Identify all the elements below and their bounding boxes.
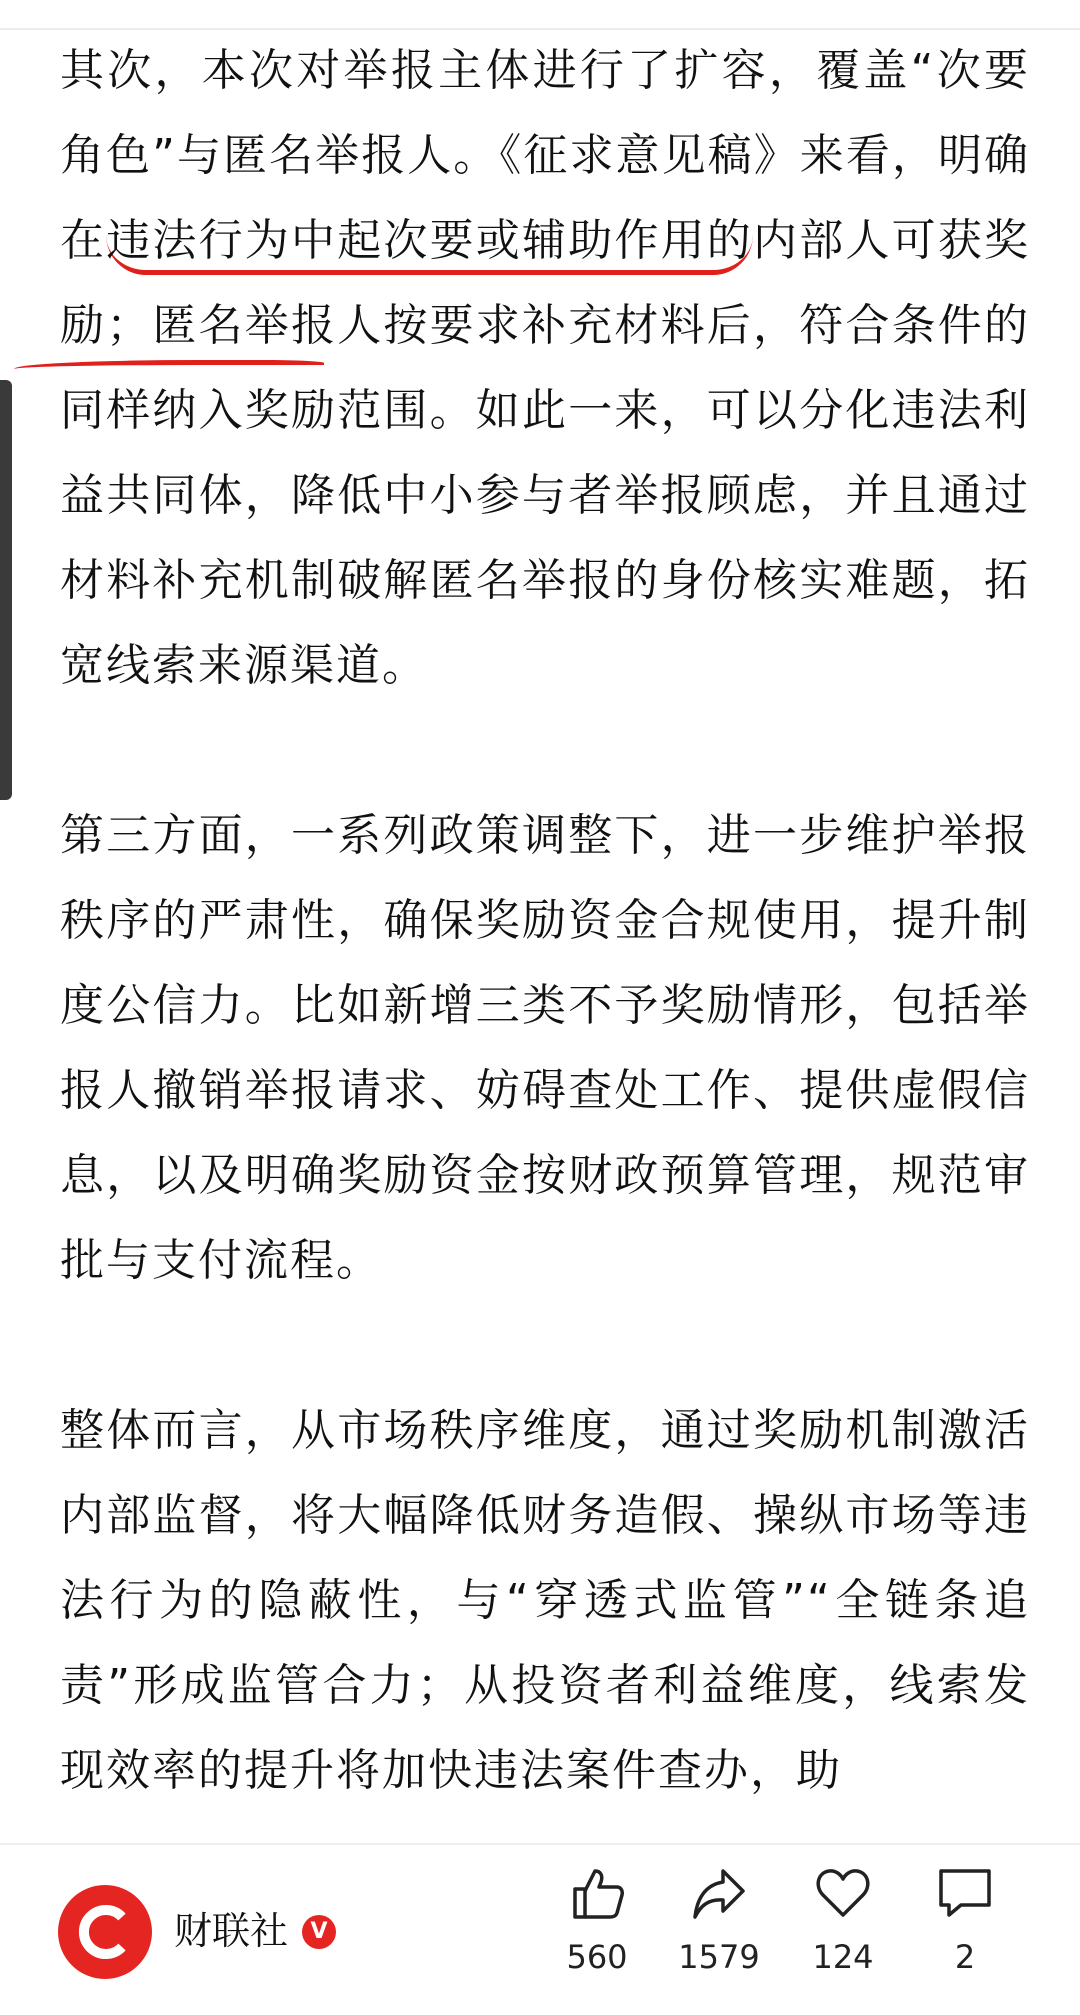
comment-count: 2 — [954, 1938, 976, 1976]
share-button[interactable] — [654, 1863, 784, 2003]
article-body — [60, 28, 1030, 1813]
author-avatar-logo[interactable] — [58, 1885, 152, 1979]
thumbs-up-icon — [567, 1863, 627, 1923]
handdrawn-underline-tail — [14, 360, 324, 375]
paragraph-1-text-before: 其次，本次对举报主体进行了扩容，覆盖“次要角色”与匿名举报人。《征求意见稿》来看，明确在 — [60, 45, 1030, 266]
bottom-action-bar — [0, 1843, 1080, 2015]
handdrawn-underline-highlight: 违法行为中起次要或辅助作用的 — [106, 215, 753, 275]
article-paragraph-3: 整体而言，从市场秩序维度，通过奖励机制激活内部监督，将大幅降低财务造假、操纵市场等违法行为的隐蔽性，与“穿透式监管”“全链条追责”形成监管合力；从投资者利益维度，线索发现效率的提升将加快违法案件查办，助 — [60, 1405, 1030, 1796]
like-count: 560 — [566, 1938, 628, 1976]
comment-button[interactable] — [900, 1863, 1030, 2003]
cailianshe-logo-icon — [76, 1903, 134, 1961]
favorite-button[interactable] — [778, 1863, 908, 2003]
author-name[interactable]: 财联社 — [174, 1909, 289, 1953]
like-button[interactable] — [532, 1863, 662, 2003]
share-icon — [689, 1863, 749, 1923]
comment-icon — [935, 1863, 995, 1923]
paragraph-1-text-after: 内部人可获奖励；匿名举报人按要求补充材料后，符合条件的同样纳入奖励范围。如此一来，可以分化违法利益共同体，降低中小参与者举报顾虑，并且通过材料补充机制破解匿名举报的身份核实难题，拓宽线索来源渠道。 — [60, 215, 1031, 691]
favorite-count: 124 — [812, 1938, 874, 1976]
share-count: 1579 — [678, 1938, 760, 1976]
scroll-handle[interactable] — [0, 380, 12, 800]
heart-icon — [813, 1863, 873, 1923]
verified-badge-icon: V — [302, 1915, 336, 1949]
article-paragraph-2: 第三方面，一系列政策调整下，进一步维护举报秩序的严肃性，确保奖励资金合规使用，提升制度公信力。比如新增三类不予奖励情形，包括举报人撤销举报请求、妨碍查处工作、提供虚假信息，以及明确奖励资金按财政预算管理，规范审批与支付流程。 — [60, 810, 1030, 1286]
